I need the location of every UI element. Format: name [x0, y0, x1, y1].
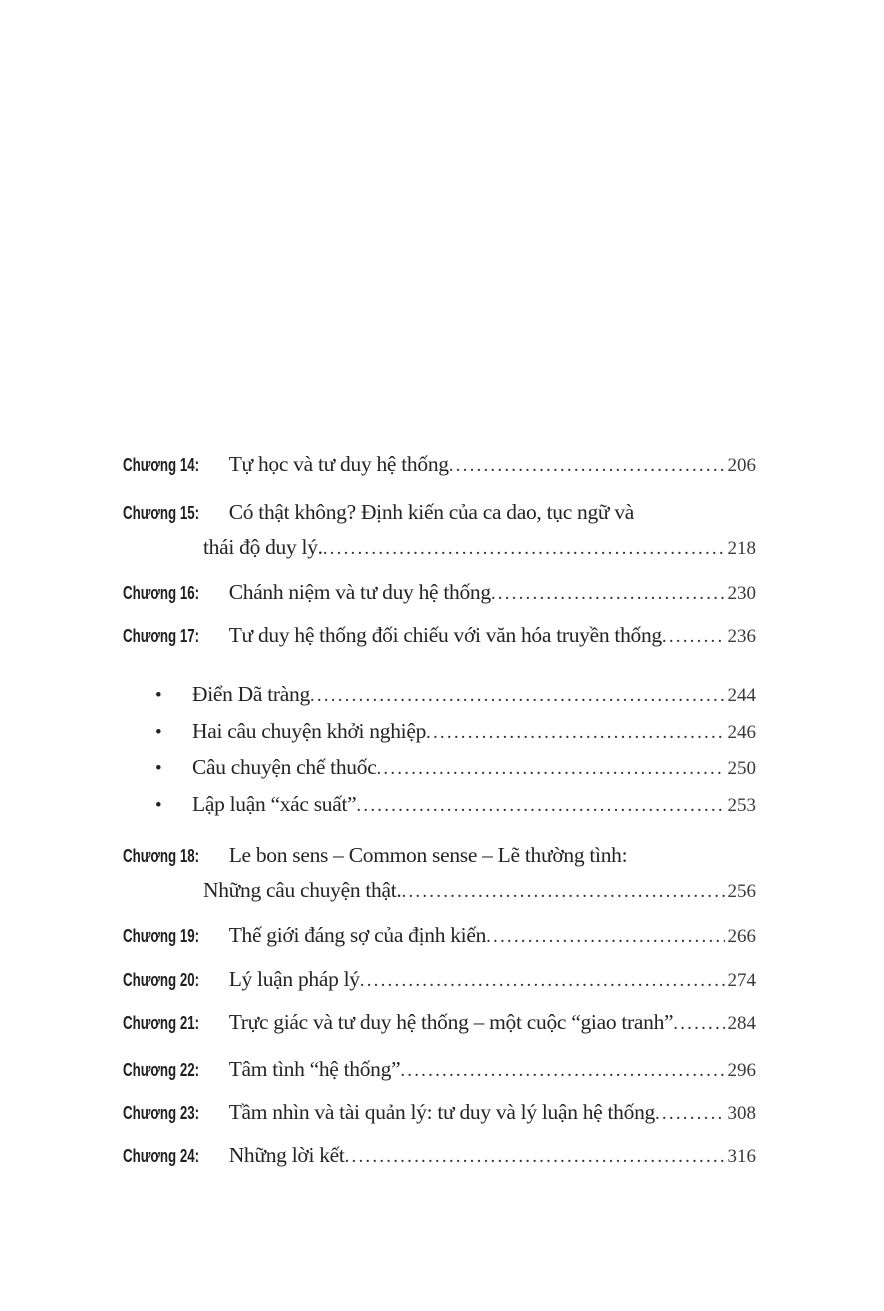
dot-leader	[323, 537, 725, 561]
section-title: Điển Dã tràng	[192, 682, 310, 706]
chapter-title: Chánh niệm và tư duy hệ thống	[228, 580, 491, 604]
toc-entry-chapter-15	[123, 500, 756, 524]
chapter-label-text: Chương 14:	[123, 454, 200, 475]
chapter-label	[123, 1144, 229, 1170]
page-number: 218	[727, 538, 756, 559]
page-number: 256	[727, 881, 756, 902]
dot-leader	[491, 582, 725, 606]
chapter-label-text: Chương 19:	[123, 925, 200, 946]
dot-leader	[345, 1145, 725, 1169]
toc-entry-chapter-21	[123, 1010, 756, 1034]
chapter-label	[123, 453, 229, 479]
chapter-title: Le bon sens – Common sense – Lẽ thường tình:	[228, 843, 628, 867]
chapter-title: Trực giác và tư duy hệ thống – một cuộc “giao tranh”	[228, 1010, 674, 1034]
bullet-icon: •	[155, 795, 162, 816]
chapter-label	[123, 1101, 229, 1127]
chapter-label-text: Chương 22:	[123, 1059, 200, 1080]
chapter-label	[123, 1011, 229, 1037]
toc-entry-bullet-4	[123, 792, 756, 816]
dot-leader	[486, 925, 724, 949]
chapter-label-text: Chương 24:	[123, 1145, 200, 1166]
dot-leader	[662, 625, 725, 649]
chapter-label-text: Chương 18:	[123, 845, 200, 866]
dot-leader	[449, 454, 725, 478]
toc-entry-chapter-22	[123, 1057, 756, 1081]
toc-entry-chapter-19	[123, 923, 756, 947]
dot-leader	[360, 969, 725, 993]
chapter-title-continued: Những câu chuyện thật.	[203, 878, 402, 902]
chapter-label	[123, 844, 229, 870]
dot-leader	[310, 684, 725, 708]
toc-entry-chapter-16	[123, 580, 756, 604]
section-title: Lập luận “xác suất”	[192, 792, 357, 816]
page-number: 230	[727, 583, 756, 604]
page-number: 206	[727, 455, 756, 476]
dot-leader	[376, 757, 724, 781]
bullet-icon: •	[155, 685, 162, 706]
bullet-icon: •	[155, 722, 162, 743]
chapter-label	[123, 968, 229, 994]
chapter-label-text: Chương 15:	[123, 502, 200, 523]
toc-entry-chapter-15-continued	[123, 535, 756, 559]
page-number: 274	[727, 970, 756, 991]
toc-entry-chapter-17	[123, 623, 756, 647]
toc-entry-chapter-14	[123, 452, 756, 476]
dot-leader	[673, 1012, 724, 1036]
chapter-label-text: Chương 21:	[123, 1012, 200, 1033]
page-number: 236	[727, 626, 756, 647]
chapter-label	[123, 501, 229, 527]
chapter-title: Có thật không? Định kiến của ca dao, tục ngữ và	[228, 500, 635, 524]
chapter-label	[123, 624, 229, 650]
page-number: 316	[727, 1146, 756, 1167]
dot-leader	[655, 1102, 725, 1126]
page-number: 308	[727, 1103, 756, 1124]
chapter-label	[123, 1058, 229, 1084]
chapter-title: Những lời kết	[228, 1143, 345, 1167]
page-number: 244	[727, 685, 756, 706]
chapter-title: Tư duy hệ thống đối chiếu với văn hóa truyền thống	[228, 623, 662, 647]
chapter-title: Thế giới đáng sợ của định kiến	[228, 923, 487, 947]
chapter-label-text: Chương 20:	[123, 969, 200, 990]
table-of-contents	[123, 452, 756, 1167]
section-title: Câu chuyện chế thuốc	[192, 755, 377, 779]
chapter-label	[123, 924, 229, 950]
chapter-label	[123, 581, 229, 607]
toc-entry-chapter-18-continued	[123, 878, 756, 902]
dot-leader	[402, 880, 725, 904]
page-number: 296	[727, 1060, 756, 1081]
toc-entry-bullet-3	[123, 755, 756, 779]
page-number: 246	[727, 722, 756, 743]
dot-leader	[400, 1059, 724, 1083]
toc-entry-bullet-1	[123, 682, 756, 706]
bullet-icon: •	[155, 758, 162, 779]
toc-entry-chapter-24	[123, 1143, 756, 1167]
toc-entry-chapter-18	[123, 843, 756, 867]
page-number: 250	[727, 758, 756, 779]
chapter-title: Tâm tình “hệ thống”	[228, 1057, 401, 1081]
page-number: 266	[727, 926, 756, 947]
chapter-title-continued: thái độ duy lý.	[203, 535, 323, 559]
section-title: Hai câu chuyện khởi nghiệp	[192, 719, 427, 743]
chapter-title: Tầm nhìn và tài quản lý: tư duy và lý luận hệ thống	[228, 1100, 655, 1124]
chapter-label-text: Chương 23:	[123, 1102, 200, 1123]
dot-leader	[356, 794, 724, 818]
dot-leader	[426, 721, 724, 745]
chapter-title: Lý luận pháp lý	[228, 967, 360, 991]
toc-entry-chapter-20	[123, 967, 756, 991]
toc-entry-bullet-2	[123, 719, 756, 743]
toc-entry-chapter-23	[123, 1100, 756, 1124]
chapter-title: Tự học và tư duy hệ thống	[228, 452, 449, 476]
chapter-label-text: Chương 17:	[123, 625, 200, 646]
chapter-label-text: Chương 16:	[123, 582, 200, 603]
page-number: 253	[727, 795, 756, 816]
page-number: 284	[727, 1013, 756, 1034]
